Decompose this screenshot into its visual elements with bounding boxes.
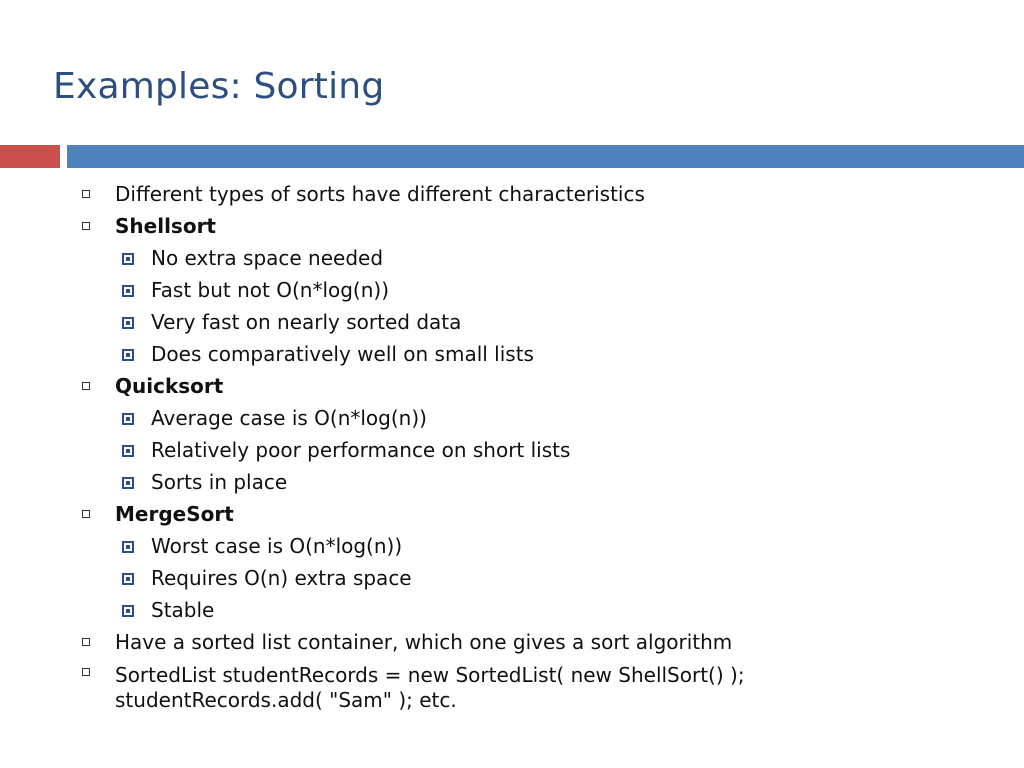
sub-bullet-text: No extra space needed	[151, 246, 384, 270]
hollow-square-bullet-icon	[82, 510, 90, 518]
accent-band-blue	[67, 145, 1024, 168]
hollow-square-bullet-icon	[82, 668, 90, 676]
square-bullet-icon	[122, 605, 134, 617]
sub-bullet-item	[80, 466, 1000, 498]
sub-bullet-item	[80, 306, 1000, 338]
bullet-list	[80, 178, 1000, 713]
hollow-square-bullet-icon	[82, 638, 90, 646]
bullet-text-line-1: SortedList studentRecords = new SortedList( new ShellSort() );	[115, 663, 745, 687]
hollow-square-bullet-icon	[82, 190, 90, 198]
sub-bullet-item	[80, 242, 1000, 274]
bullet-item-shellsort	[80, 210, 1000, 242]
bullet-item-code	[80, 658, 1000, 713]
sub-bullet-text: Fast but not O(n*log(n))	[151, 278, 390, 302]
bullet-item-mergesort	[80, 498, 1000, 530]
square-bullet-icon	[122, 445, 134, 457]
sub-bullet-item	[80, 530, 1000, 562]
square-bullet-icon	[122, 349, 134, 361]
bullet-text: Have a sorted list container, which one gives a sort algorithm	[115, 630, 733, 654]
square-bullet-icon	[122, 317, 134, 329]
bullet-heading: Quicksort	[115, 374, 224, 398]
bullet-item	[80, 178, 1000, 210]
sub-bullet-item	[80, 274, 1000, 306]
sub-bullet-item	[80, 402, 1000, 434]
square-bullet-icon	[122, 253, 134, 265]
sub-bullet-text: Average case is O(n*log(n))	[151, 406, 427, 430]
sub-bullet-text: Worst case is O(n*log(n))	[151, 534, 403, 558]
square-bullet-icon	[122, 477, 134, 489]
sub-bullet-text: Very fast on nearly sorted data	[151, 310, 462, 334]
bullet-text: Different types of sorts have different characteristics	[115, 182, 645, 206]
sub-bullet-text: Requires O(n) extra space	[151, 566, 412, 590]
sub-bullet-text: Stable	[151, 598, 215, 622]
sub-bullet-item	[80, 562, 1000, 594]
accent-band-red	[0, 145, 60, 168]
sub-bullet-item	[80, 594, 1000, 626]
square-bullet-icon	[122, 413, 134, 425]
bullet-text-line-2: studentRecords.add( "Sam" ); etc.	[115, 688, 457, 712]
sub-bullet-text: Relatively poor performance on short lists	[151, 438, 571, 462]
square-bullet-icon	[122, 573, 134, 585]
hollow-square-bullet-icon	[82, 382, 90, 390]
sub-bullet-item	[80, 338, 1000, 370]
bullet-item	[80, 626, 1000, 658]
square-bullet-icon	[122, 541, 134, 553]
hollow-square-bullet-icon	[82, 222, 90, 230]
square-bullet-icon	[122, 285, 134, 297]
bullet-heading: Shellsort	[115, 214, 216, 238]
sub-bullet-text: Sorts in place	[151, 470, 288, 494]
bullet-item-quicksort	[80, 370, 1000, 402]
slide-title: Examples: Sorting	[53, 66, 385, 107]
sub-bullet-text: Does comparatively well on small lists	[151, 342, 534, 366]
sub-bullet-item	[80, 434, 1000, 466]
bullet-heading: MergeSort	[115, 502, 234, 526]
